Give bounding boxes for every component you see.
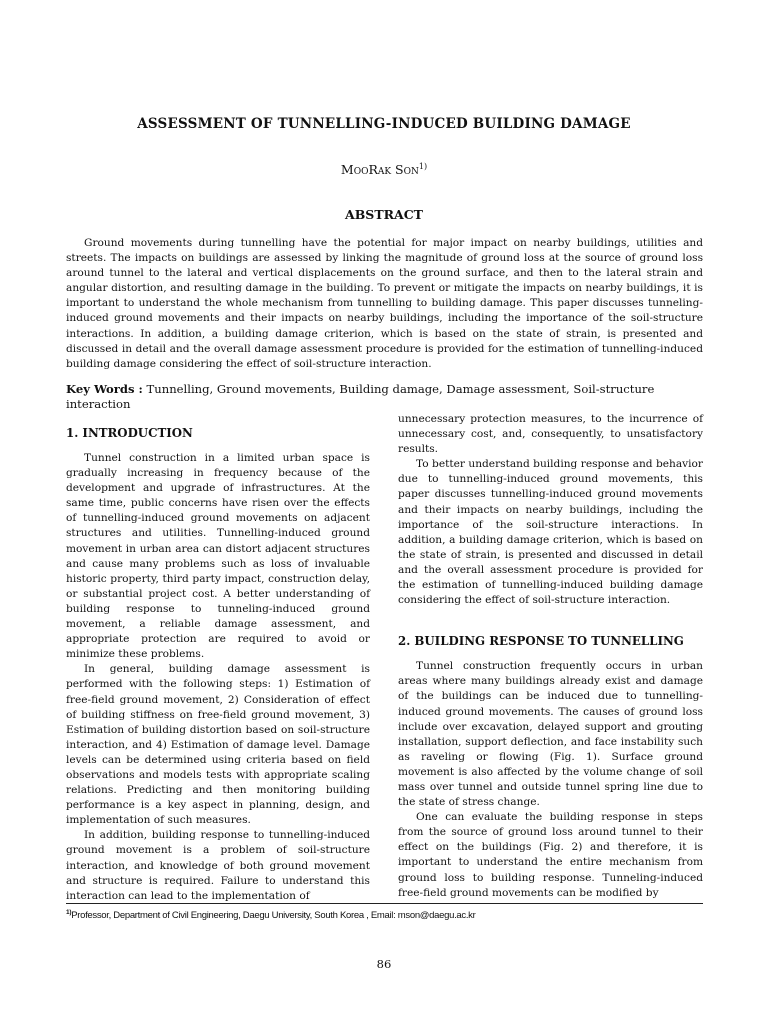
abstract-heading: ABSTRACT [345, 207, 423, 222]
section-heading-building-response: 2. BUILDING RESPONSE TO TUNNELLING [398, 634, 684, 649]
intro-paragraph-1: Tunnel construction in a limited urban space is gradually increasing in frequency because of the development and upgrade of infrastructures. At the same time, public concerns have risen over the effects of tunnelling-induced ground movements on adjacent structures and utilities. Tunnelling-induced ground movement in urban area can distort adjacent structures and cause many problems such as loss of invaluable historic property, third party impact, construction delay, or substantial project cost. A better understanding of building response to tunneling-induced ground movement, a reliable damage assessment, and appropriate protection are required to avoid or minimize these problems. [66, 452, 370, 661]
section-heading-introduction: 1. INTRODUCTION [66, 426, 193, 440]
intro-paragraph-4: To better understand building response and behavior due to tunnelling-induced ground movements, this paper discusses tunnelling-induced ground movements and their impacts on nearby buildings, including the importance of the soil-structure interactions. In addition, a building damage criterion, which is based on the state of strain, is presented and discussed in detail and the overall assessment procedure is provided for the estimation of tunnelling-induced building damage considering the effect of soil-structure interaction. [398, 458, 703, 607]
page-number: 86 [376, 957, 392, 971]
paper-title: ASSESSMENT OF TUNNELLING-INDUCED BUILDING DAMAGE [137, 116, 631, 132]
abstract-text: Ground movements during tunnelling have the potential for major impact on nearby buildings, utilities and streets. The impacts on buildings are assessed by linking the magnitude of ground loss at the source of ground loss around tunnel to the lateral and vertical displacements on the ground surface, and then to the lateral strain and angular distortion, and resulting damage in the building. To prevent or mitigate the impacts on nearby buildings, it is important to understand the whole mechanism from tunnelling to building damage. This paper discusses tunneling-induced ground movements and their impacts on nearby buildings, including the importance of the soil-structure interactions. In addition, a building damage criterion, which is based on the state of strain, is presented and discussed in detail and the overall damage assessment procedure is provided for the estimation of tunnelling-induced building damage considering the effect of soil-structure interaction. [66, 237, 703, 370]
left-column [66, 426, 370, 904]
author-footnote-mark: 1) [418, 162, 428, 171]
author-line [0, 162, 768, 177]
building-paragraph-2: One can evaluate the building response in steps from the source of ground loss around tunnel to their effect on the buildings (Fig. 2) and therefore, it is important to understand the entire mechanism from ground loss to building response. Tunneling-induced free-field ground movements can be modified by [398, 811, 703, 899]
footnote-text: Professor, Department of Civil Engineering, Daegu University, South Korea , Email: mson@daegu.ac.kr [71, 910, 476, 922]
keywords-text: Tunnelling, Ground movements, Building damage, Damage assessment, Soil-structure interaction [66, 382, 655, 411]
right-column [398, 412, 703, 901]
footnote-mark: 1) [66, 909, 72, 916]
building-paragraph-1: Tunnel construction frequently occurs in urban areas where many buildings already exist and damage of the buildings can be induced due to tunnelling-induced ground movements. The causes of ground loss include over excavation, delayed support and grouting installation, support deflection, and face instability such as raveling or flowing (Fig. 1). Surface ground movement is also affected by the volume change of soil mass over tunnel and outside tunnel spring line due to the state of stress change. [398, 660, 703, 809]
intro-paragraph-3: In addition, building response to tunnelling-induced ground movement is a problem of soil-structure interaction, and knowledge of both ground movement and structure is required. Failure to understand this interaction can lead to the implementation of [66, 829, 370, 902]
intro-continuation: unnecessary protection measures, to the incurrence of unnecessary cost, and, consequently, to unsatisfactory results. [398, 413, 703, 456]
section-spacer [398, 608, 703, 634]
author-name: MooRak Son [340, 162, 419, 178]
footnote [66, 907, 703, 922]
footnote-divider [66, 903, 703, 904]
intro-paragraph-2: In general, building damage assessment is performed with the following steps: 1) Estimation of free-field ground movement, 2) Consideration of effect of building stiffness on free-field ground movement, 3) Estimation of building distortion based on soil-structure interaction, and 4) Estimation of damage level. Damage levels can be determined using criteria based on field observations and models tests with appropriate scaling relations. Predicting and then monitoring building performance is a key aspect in planning, design, and implementation of such measures. [66, 663, 370, 827]
keywords-label: Key Words : [66, 382, 143, 396]
keywords-line [66, 382, 703, 412]
